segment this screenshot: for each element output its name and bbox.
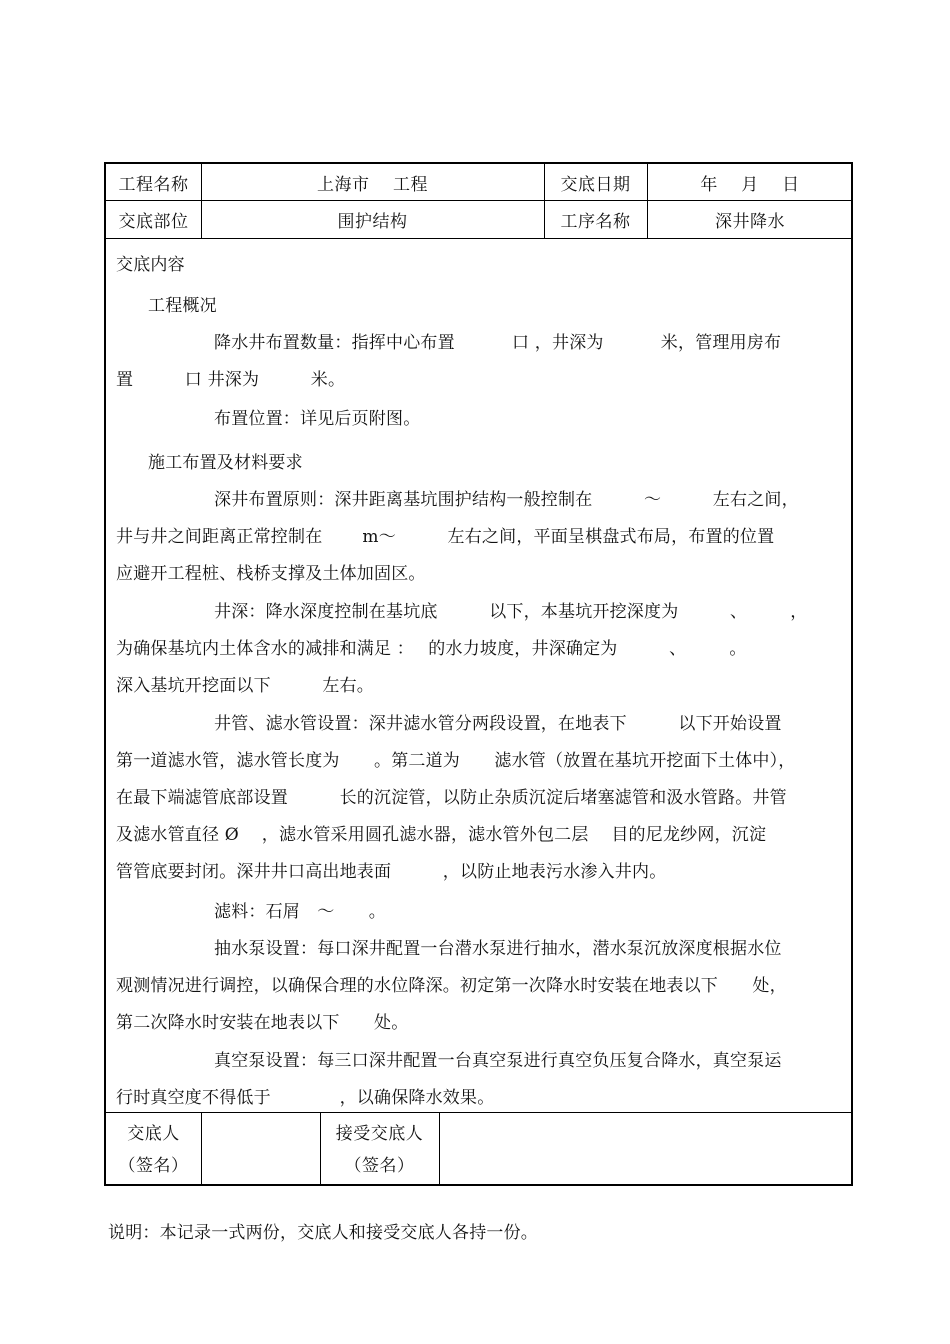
paragraph-line: 行时真空度不得低于 ，以确保降水效果。	[116, 1088, 495, 1108]
date-label: 交底日期	[560, 174, 631, 195]
paragraph-line: 抽水泵设置：每口深井配置一台潜水泵进行抽水，潜水泵沉放深度根据水位	[214, 939, 782, 959]
process-label: 工序名称	[560, 211, 631, 232]
content-title: 交底内容	[116, 255, 185, 275]
paragraph-line: 井管、滤水管设置：深井滤水管分两段设置，在地表下 以下开始设置	[214, 714, 782, 734]
handover-label-line1: 交底人	[127, 1124, 180, 1144]
paragraph-line: 降水井布置数量：指挥中心布置 口 ，井深为 米，管理用房布	[214, 333, 782, 353]
receiver-label-line1: 接受交底人	[335, 1124, 424, 1144]
paragraph-line: 布置位置：详见后页附图。	[214, 409, 421, 429]
footnote: 说明：本记录一式两份，交底人和接受交底人各持一份。	[108, 1223, 538, 1243]
paragraph-line: 深入基坑开挖面以下 左右。	[116, 676, 374, 696]
row-divider	[106, 238, 851, 239]
receiver-label-line2: （签名）	[344, 1156, 415, 1176]
paragraph-line: 第二次降水时安装在地表以下 处。	[116, 1013, 409, 1033]
paragraph-line: 应避开工程桩、栈桥支撑及土体加固区。	[116, 564, 426, 584]
receiver-signature-field[interactable]	[439, 1112, 853, 1186]
project-name-value: 上海市 工程	[317, 174, 428, 195]
date-value: 年 月 日	[700, 174, 800, 195]
paragraph-line: 管管底要封闭。深井井口高出地表面 ，以防止地表污水渗入井内。	[116, 862, 667, 882]
receiver-person-label	[320, 1118, 439, 1182]
part-label: 交底部位	[118, 211, 189, 232]
section-heading: 工程概况	[148, 296, 217, 316]
paragraph-line: 井与井之间距离正常控制在 m～ 左右之间，平面呈棋盘式布局，布置的位置	[116, 527, 775, 547]
part-value: 围护结构	[337, 211, 408, 232]
project-name-label: 工程名称	[118, 174, 189, 195]
paragraph-line: 在最下端滤管底部设置 长的沉淀管，以防止杂质沉淀后堵塞滤管和汲水管路。井管	[116, 788, 787, 808]
paragraph-line: 滤料：石屑 ～ 。	[214, 902, 386, 922]
paragraph-line: 井深：降水深度控制在基坑底 以下，本基坑开挖深度为 、 ，	[214, 602, 808, 622]
handover-signature-field[interactable]	[201, 1112, 320, 1186]
process-value: 深井降水	[715, 211, 785, 232]
paragraph-line: 真空泵设置：每三口深井配置一台真空泵进行真空负压复合降水，真空泵运	[214, 1051, 782, 1071]
paragraph-line: 观测情况进行调控，以确保合理的水位降深。初定第一次降水时安装在地表以下 处，	[116, 976, 787, 996]
paragraph-line: 置 口 井深为 米。	[116, 370, 346, 390]
paragraph-line: 为确保基坑内土体含水的减排和满足 ： 的水力坡度，井深确定为 、 。	[116, 639, 747, 659]
section-heading: 施工布置及材料要求	[148, 453, 303, 473]
paragraph-line: 及滤水管直径 Ø ，滤水管采用圆孔滤水器，滤水管外包二层 目的尼龙纱网，沉淀	[116, 825, 767, 845]
handover-form	[104, 162, 853, 1186]
paragraph-line: 深井布置原则：深井距离基坑围护结构一般控制在 ～ 左右之间，	[214, 490, 799, 510]
paragraph-line: 第一道滤水管，滤水管长度为 。第二道为 滤水管（放置在基坑开挖面下土体中），	[116, 751, 796, 771]
handover-person-label	[106, 1118, 201, 1182]
handover-label-line2: （签名）	[118, 1156, 189, 1176]
